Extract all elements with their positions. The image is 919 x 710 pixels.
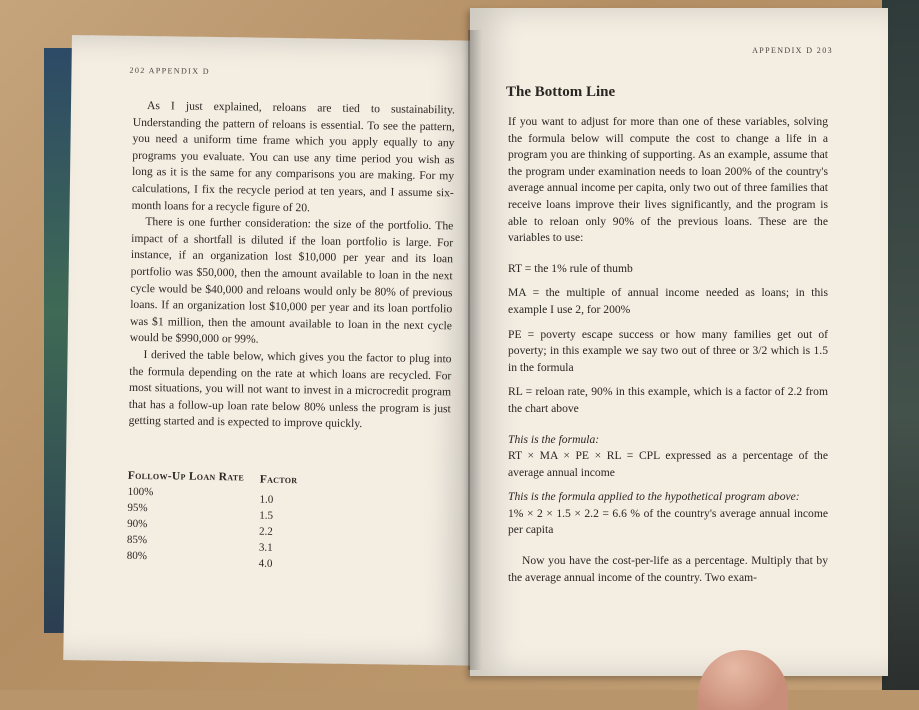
paragraph: I derived the table below, which gives you the factor to plug into the formula depending on the rate at which loans are recycled. For most situations, you will not want to invest in a microcredit program that has a follow-up loan rate below 80% unless the program is just getting started and is expected to improve quickly.: [128, 347, 452, 431]
section-heading: The Bottom Line: [506, 84, 616, 100]
left-running-head: 202 APPENDIX D: [129, 65, 211, 76]
left-page: [63, 35, 482, 666]
factor-cell: 1.5: [259, 509, 274, 522]
factor-cell: 1.0: [259, 493, 274, 506]
factor-column: [255, 472, 336, 573]
book-gutter: [468, 30, 482, 670]
right-body-text: [508, 114, 828, 586]
paragraph: As I just explained, reloans are tied to sustainability. Understanding the pattern of reloans is essential. To see the pattern, you need a uniform time frame which you apply equally to any programs you evaluate. You can use any time period you wish as long as it is the same for any comparisons you are making. For my calculations, I fix the recycle period at ten years, and I assume six-month loans for a recycle figure of 20.: [131, 99, 456, 214]
right-running-head: APPENDIX D 203: [752, 46, 833, 55]
factor-cell: 3.1: [258, 541, 273, 554]
variable-item: MA = the multiple of annual income needed as loans; in this example I use 2, for 200%: [508, 286, 828, 316]
rate-cell: 95%: [127, 501, 148, 515]
left-body-text: [128, 98, 455, 434]
paragraph: There is one further consideration: the size of the portfolio. The impact of a shortfall is diluted if the loan portfolio is large. For instance, if an organization lost $10,000 per year and its loan portfolio was $50,000, then the amount available to loan in the next cycle would be $40,000 and reloans would only be 80% of previous loans. If an organization lost $10,000 per year and its loan portfolio was $1 million, then the amount available to loan in the next cycle would be $990,000 or 99%.: [129, 215, 454, 346]
rate-cell: 85%: [126, 533, 148, 547]
closing-paragraph: Now you have the cost-per-life as a percentage. Multiply that by the average annual income of the country. Two exam-: [508, 554, 828, 584]
factor-cell: 2.2: [259, 525, 273, 538]
applied-label: This is the formula applied to the hypothetical program above:: [508, 490, 800, 504]
rate-cell: 100%: [127, 485, 154, 499]
rate-header: Follow-Up Loan Rate: [127, 469, 245, 484]
applied-formula: 1% × 2 × 1.5 × 2.2 = 6.6 % of the country's average annual income per capita: [508, 506, 828, 537]
rate-cell: 80%: [126, 549, 147, 563]
variable-item: RT = the 1% rule of thumb: [508, 261, 633, 275]
variable-item: PE = poverty escape success or how many families get out of poverty; in this example we say two out of three or 3/2 which is 1.5 in the formula: [508, 327, 828, 374]
loan-rate-table: [126, 468, 428, 570]
intro-paragraph: If you want to adjust for more than one of these variables, solving the formula below will compute the cost to change a life in a program you are thinking of supporting. As an example, assume that the program under examination needs to loan 200% of the country's average annual income per capita, only two out of three families that receive loans improve their lives significantly, and the program is able to reloan only 90% of the previous loans. These are the variables to use:: [508, 115, 828, 245]
formula-label: This is the formula:: [508, 432, 600, 446]
rate-cell: 90%: [127, 517, 148, 531]
right-page: [470, 8, 888, 676]
formula: RT × MA × PE × RL = CPL expressed as a percentage of the average annual income: [508, 449, 828, 479]
factor-header: Factor: [259, 473, 298, 487]
factor-cell: 4.0: [258, 557, 273, 570]
rate-column: [127, 468, 253, 566]
variable-item: RL = reloan rate, 90% in this example, which is a factor of 2.2 from the chart above: [508, 385, 828, 415]
